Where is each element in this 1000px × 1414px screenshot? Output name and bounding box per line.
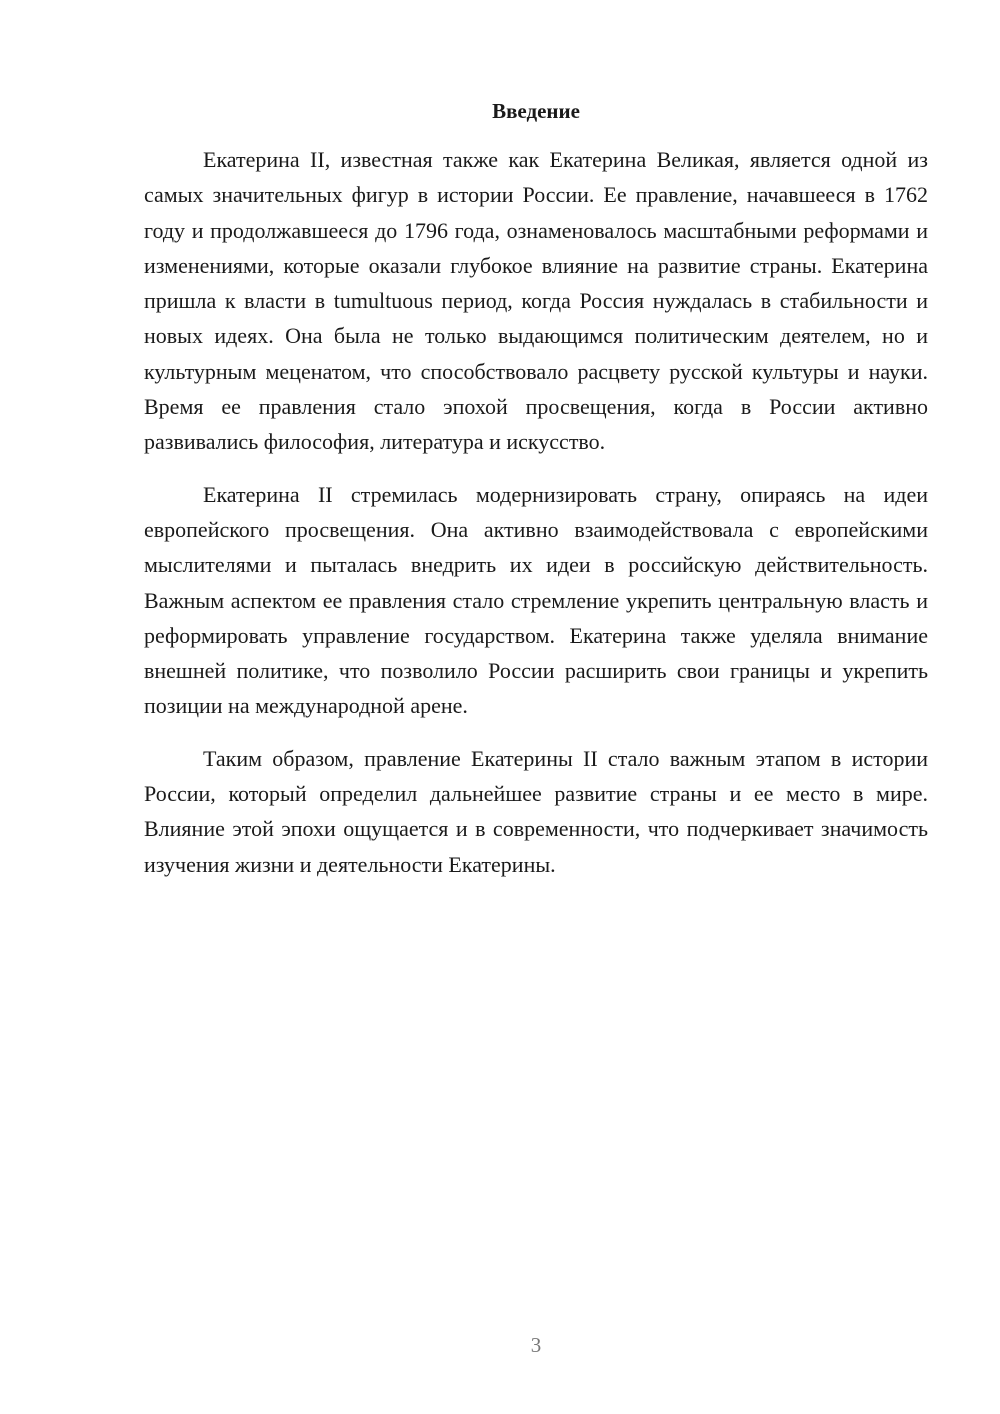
body-text <box>144 142 928 899</box>
page-number: 3 <box>530 1333 542 1357</box>
section-title: Введение <box>492 99 580 123</box>
paragraph-conclusion: Таким образом, правление Екатерины II стало важным этапом в истории России, который определил дальнейшее развитие страны и ее место в мире. Влияние этой эпохи ощущается и в современности, что подчеркивает значимость изучения жизни и деятельности Екатерины. <box>144 745 928 877</box>
paragraph-reforms: Екатерина II стремилась модернизировать страну, опираясь на идеи европейского просвещения. Она активно взаимодействовала с европейскими мыслителями и пыталась внедрить их идеи в российскую действительность. Важным аспектом ее правления стало стремление укрепить центральную власть и реформировать управление государством. Екатерина также уделяла внимание внешней политике, что позволило России расширить свои границы и укрепить позиции на международной арене. <box>144 481 928 719</box>
paragraph-intro: Екатерина II, известная также как Екатерина Великая, является одной из самых значительных фигур в истории России. Ее правление, начавшееся в 1762 году и продолжавшееся до 1796 года, ознаменовалось масштабными реформами и изменениями, которые оказали глубокое влияние на развитие страны. Екатерина пришла к власти в tumultuous период, когда Россия нуждалась в стабильности и новых идеях. Она была не только выдающимся политическим деятелем, но и культурным меценатом, что способствовало расцвету русской культуры и науки. Время ее правления стало эпохой просвещения, когда в России активно развивались философия, литература и искусство. <box>144 147 928 455</box>
